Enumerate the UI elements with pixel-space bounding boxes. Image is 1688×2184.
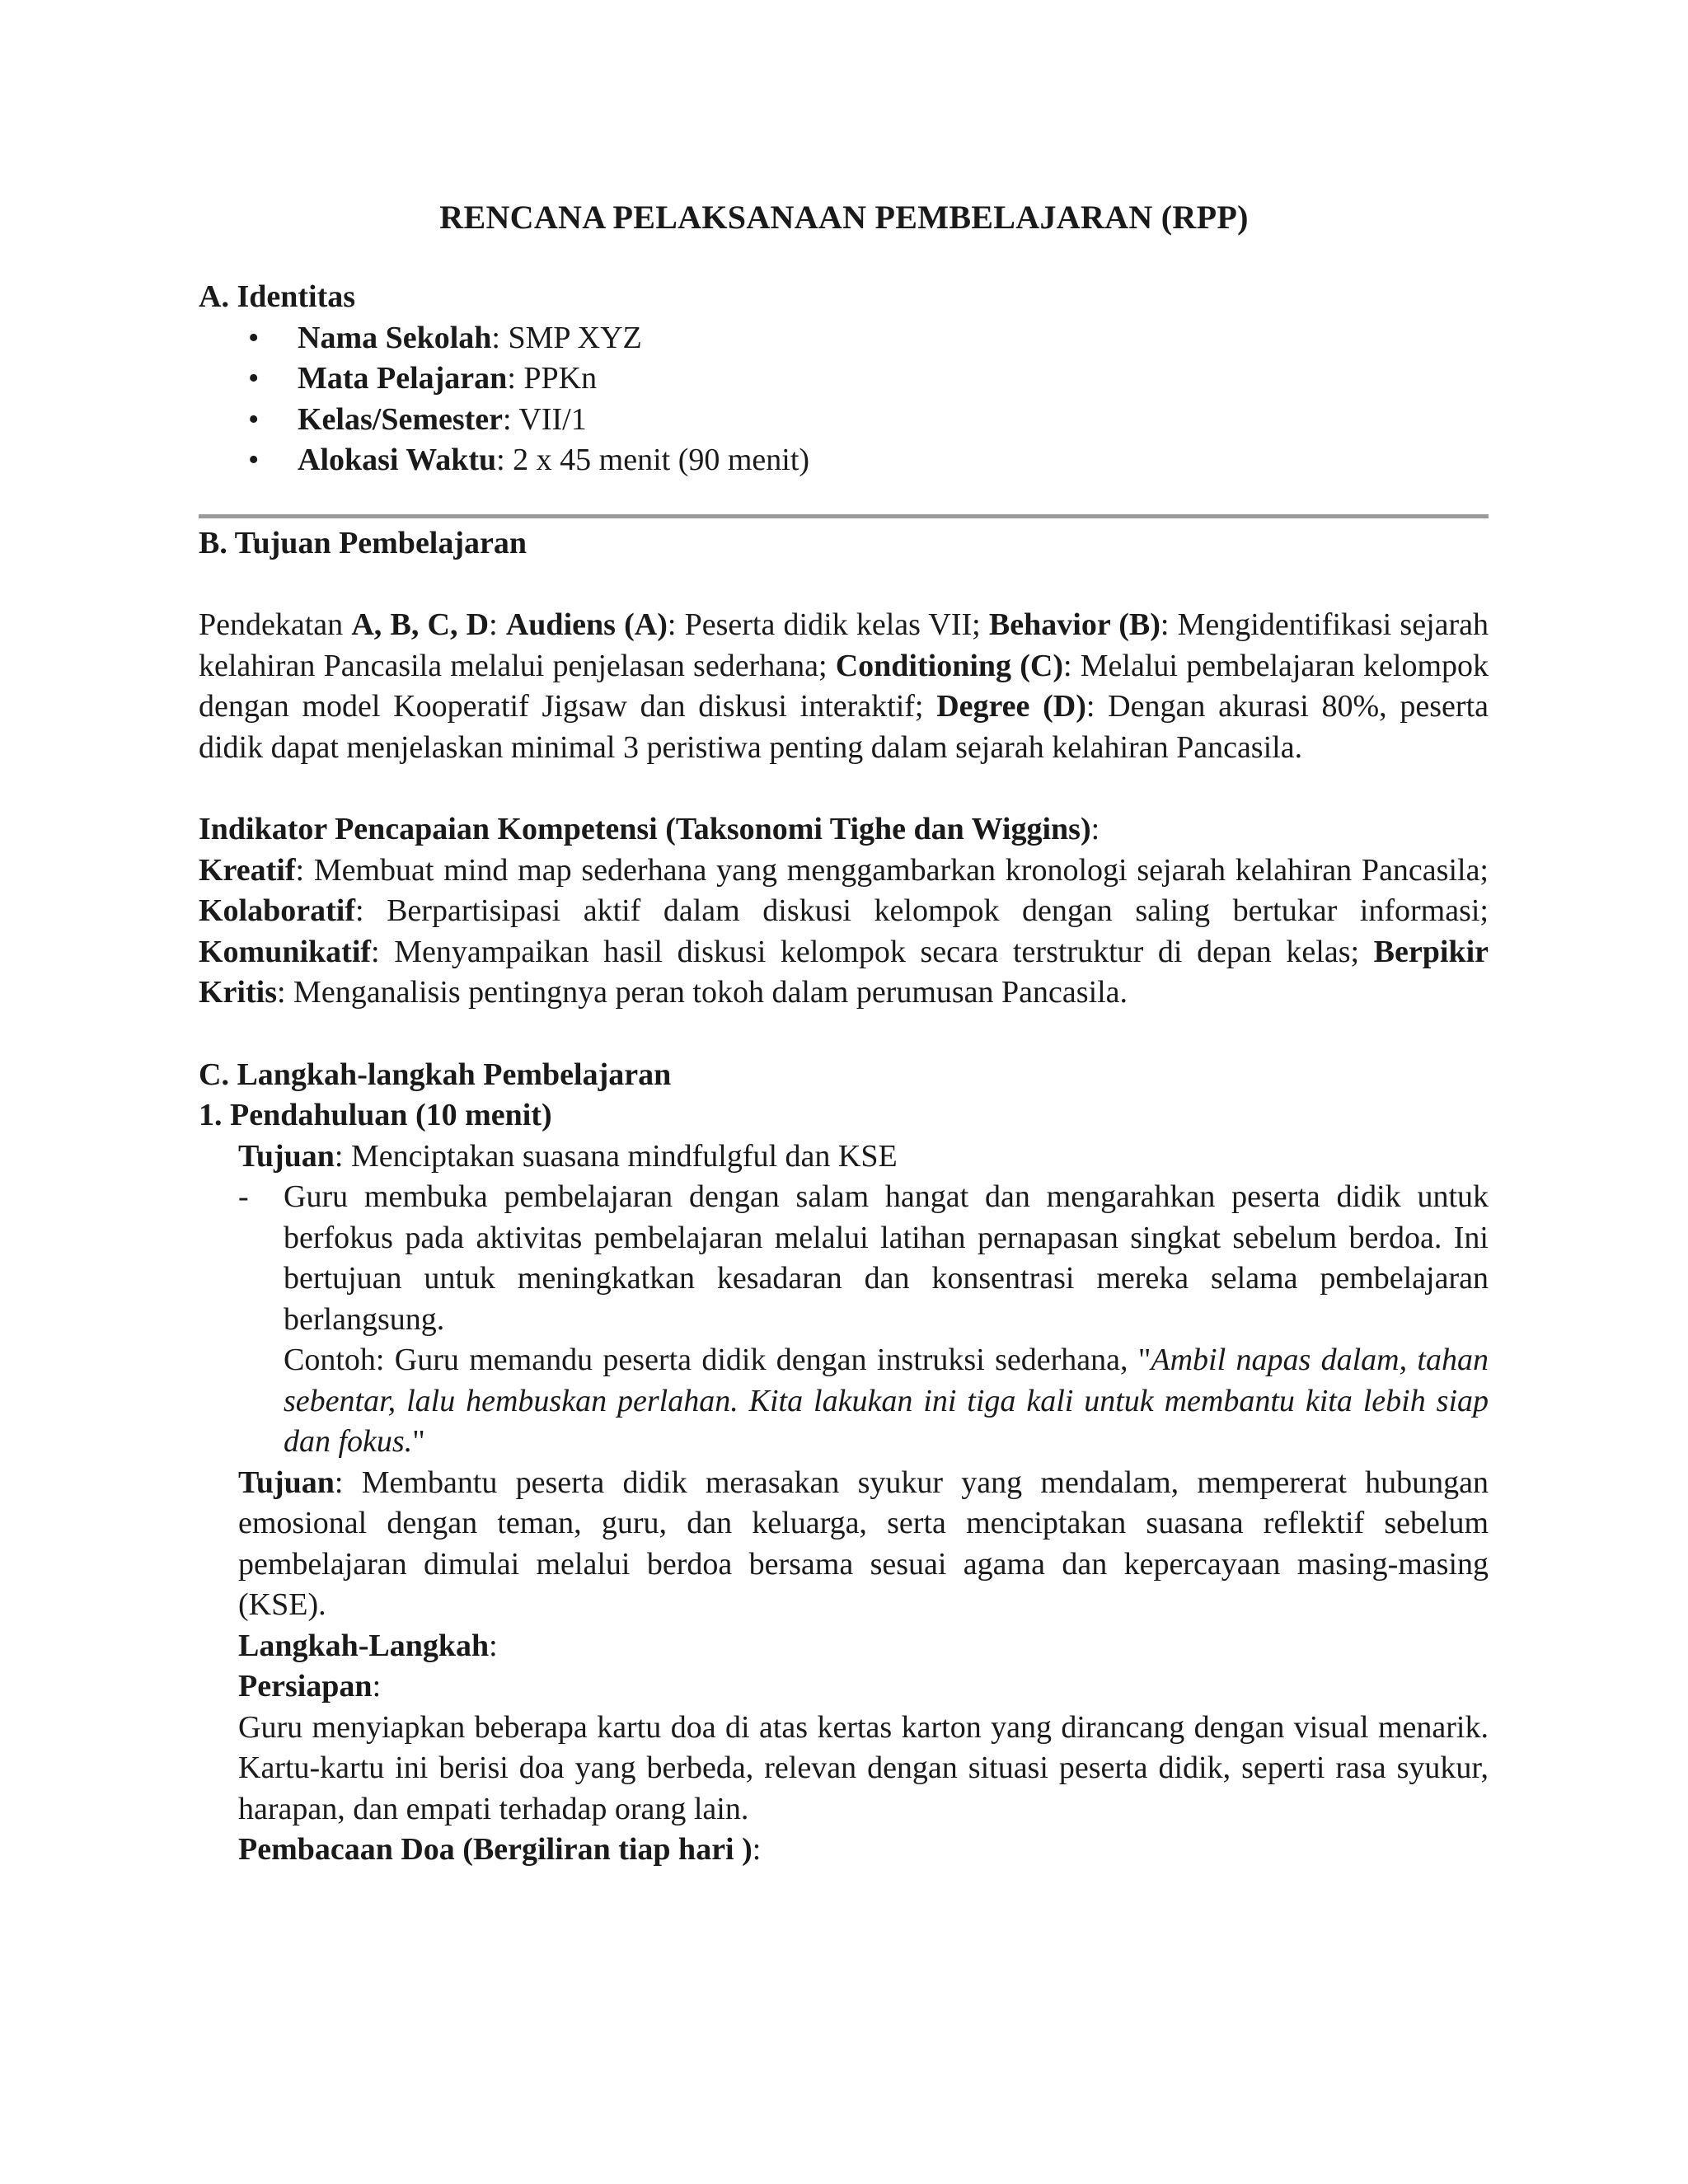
- bold-run: Pembacaan Doa (Bergiliran tiap hari ): [238, 1832, 753, 1867]
- example-text: [284, 1340, 1489, 1463]
- italic-run: Ambil napas dalam, tahan sebentar, lalu hembuskan perlahan. Kita lakukan ini tiga kali untuk membantu kita lebih siap dan fokus.: [284, 1343, 1489, 1459]
- bold-run: Degree (D): [936, 689, 1086, 724]
- bold-run: Indikator Pencapaian Kompetensi (Taksonomi Tighe dan Wiggins): [199, 812, 1091, 846]
- persiapan-heading: [199, 1666, 1489, 1708]
- indikator-heading: [199, 809, 1489, 851]
- document-title: RENCANA PELAKSANAAN PEMBELAJARAN (RPP): [439, 199, 1249, 236]
- bold-run: Tujuan: [238, 1138, 335, 1174]
- bold-run: Komunikatif: [199, 934, 372, 969]
- indikator-paragraph: [199, 851, 1489, 1014]
- text-run: : Mengidentifikasi sejarah kelahiran Pancasila melalui penjelasan sederhana;: [199, 607, 1489, 683]
- text-run: Pendekatan: [199, 607, 352, 642]
- text-run: Contoh: Guru memandu peserta didik dengan instruksi sederhana, ": [284, 1343, 1151, 1377]
- dash-list-item: [199, 1177, 1489, 1463]
- text-run: : Membantu peserta didik merasakan syukur yang mendalam, mempererat hubungan emosional dengan teman, guru, dan keluarga, serta menciptakan suasana reflektif sebelum pembelajaran dimulai melalui berdoa bersama sesuai agama dan kepercayaan masing-masing (KSE).: [238, 1465, 1489, 1622]
- identity-item-subject: [298, 359, 1489, 400]
- text-run: :: [372, 1669, 382, 1704]
- text-run: : Menganalisis pentingnya peran tokoh dalam perumusan Pancasila.: [276, 975, 1128, 1010]
- identity-value: : 2 x 45 menit (90 menit): [496, 443, 810, 477]
- text-run: : Peserta didik kelas VII;: [667, 607, 989, 642]
- dash-item-text: Guru membuka pembelajaran dengan salam hangat dan mengarahkan peserta didik untuk berfokus pada aktivitas pembelajaran melalui latihan pernapasan singkat sebelum berdoa. Ini bertujuan untuk meningkatkan kesadaran dan konsentrasi mereka selama pembelajaran berlangsung.: [284, 1179, 1489, 1337]
- persiapan-paragraph: Guru menyiapkan beberapa kartu doa di atas kertas karton yang dirancang dengan visual menarik. Kartu-kartu ini berisi doa yang berbeda, relevan dengan situasi peserta didik, seperti rasa syukur, harapan, dan empati terhadap orang lain.: [238, 1709, 1489, 1826]
- pembacaan-heading: [199, 1830, 1489, 1871]
- text-run: :: [489, 607, 506, 642]
- identity-label: Kelas/Semester: [298, 401, 504, 437]
- subsection-heading: 1. Pendahuluan (10 menit): [199, 1098, 552, 1132]
- document-body: [199, 277, 1489, 1871]
- identity-value: : SMP XYZ: [491, 320, 642, 355]
- bold-run: Conditioning (C): [835, 648, 1063, 683]
- identity-item-class: [298, 400, 1489, 441]
- text-run: ": [412, 1424, 425, 1459]
- bold-run: Persiapan: [238, 1669, 373, 1704]
- text-run: : Berpartisipasi aktif dalam diskusi kelompok dengan saling bertukar informasi;: [354, 893, 1489, 928]
- bold-run: Kolaboratif: [199, 893, 355, 928]
- identity-value: : PPKn: [507, 361, 598, 396]
- text-run: : Membuat mind map sederhana yang menggambarkan kronologi sejarah kelahiran Pancasila;: [295, 852, 1489, 888]
- identity-label: Alokasi Waktu: [298, 443, 497, 477]
- text-run: :: [752, 1832, 762, 1867]
- bold-run: Behavior (B): [988, 607, 1160, 642]
- text-run: :: [1090, 812, 1100, 846]
- text-run: : Menciptakan suasana mindfulgful dan KSE: [334, 1138, 898, 1174]
- identity-label: Nama Sekolah: [298, 320, 492, 355]
- bold-run: A, B, C, D: [351, 607, 490, 642]
- bold-run: Audiens (A): [505, 607, 668, 642]
- bold-run: Berpikir Kritis: [199, 934, 1489, 1010]
- text-run: : Menyampaikan hasil diskusi kelompok secara terstruktur di depan kelas;: [371, 934, 1374, 969]
- bold-run: Kreatif: [199, 852, 296, 888]
- horizontal-divider: [199, 514, 1489, 518]
- text-run: :: [489, 1628, 498, 1663]
- bold-run: Tujuan: [238, 1465, 335, 1500]
- tujuan-paragraph: [199, 1463, 1489, 1626]
- identity-value: : VII/1: [503, 401, 587, 437]
- identity-item-time: [298, 440, 1489, 481]
- identity-list: [199, 318, 1489, 481]
- section-c-heading: C. Langkah-langkah Pembelajaran: [199, 1057, 672, 1092]
- section-b-heading: B. Tujuan Pembelajaran: [199, 525, 528, 560]
- tujuan-line: [199, 1137, 1489, 1178]
- identity-label: Mata Pelajaran: [298, 361, 508, 396]
- abcd-paragraph: [199, 605, 1489, 768]
- text-run: : Melalui pembelajaran kelompok dengan model Kooperatif Jigsaw dan diskusi interaktif;: [199, 648, 1489, 724]
- langkah-heading: [199, 1626, 1489, 1667]
- bold-run: Langkah-Langkah: [238, 1628, 490, 1663]
- identity-item-school: [298, 318, 1489, 359]
- dash-marker: -: [238, 1179, 249, 1214]
- section-a-heading: A. Identitas: [199, 279, 356, 314]
- text-run: : Dengan akurasi 80%, peserta didik dapat menjelaskan minimal 3 peristiwa penting dalam sejarah kelahiran Pancasila.: [199, 689, 1489, 765]
